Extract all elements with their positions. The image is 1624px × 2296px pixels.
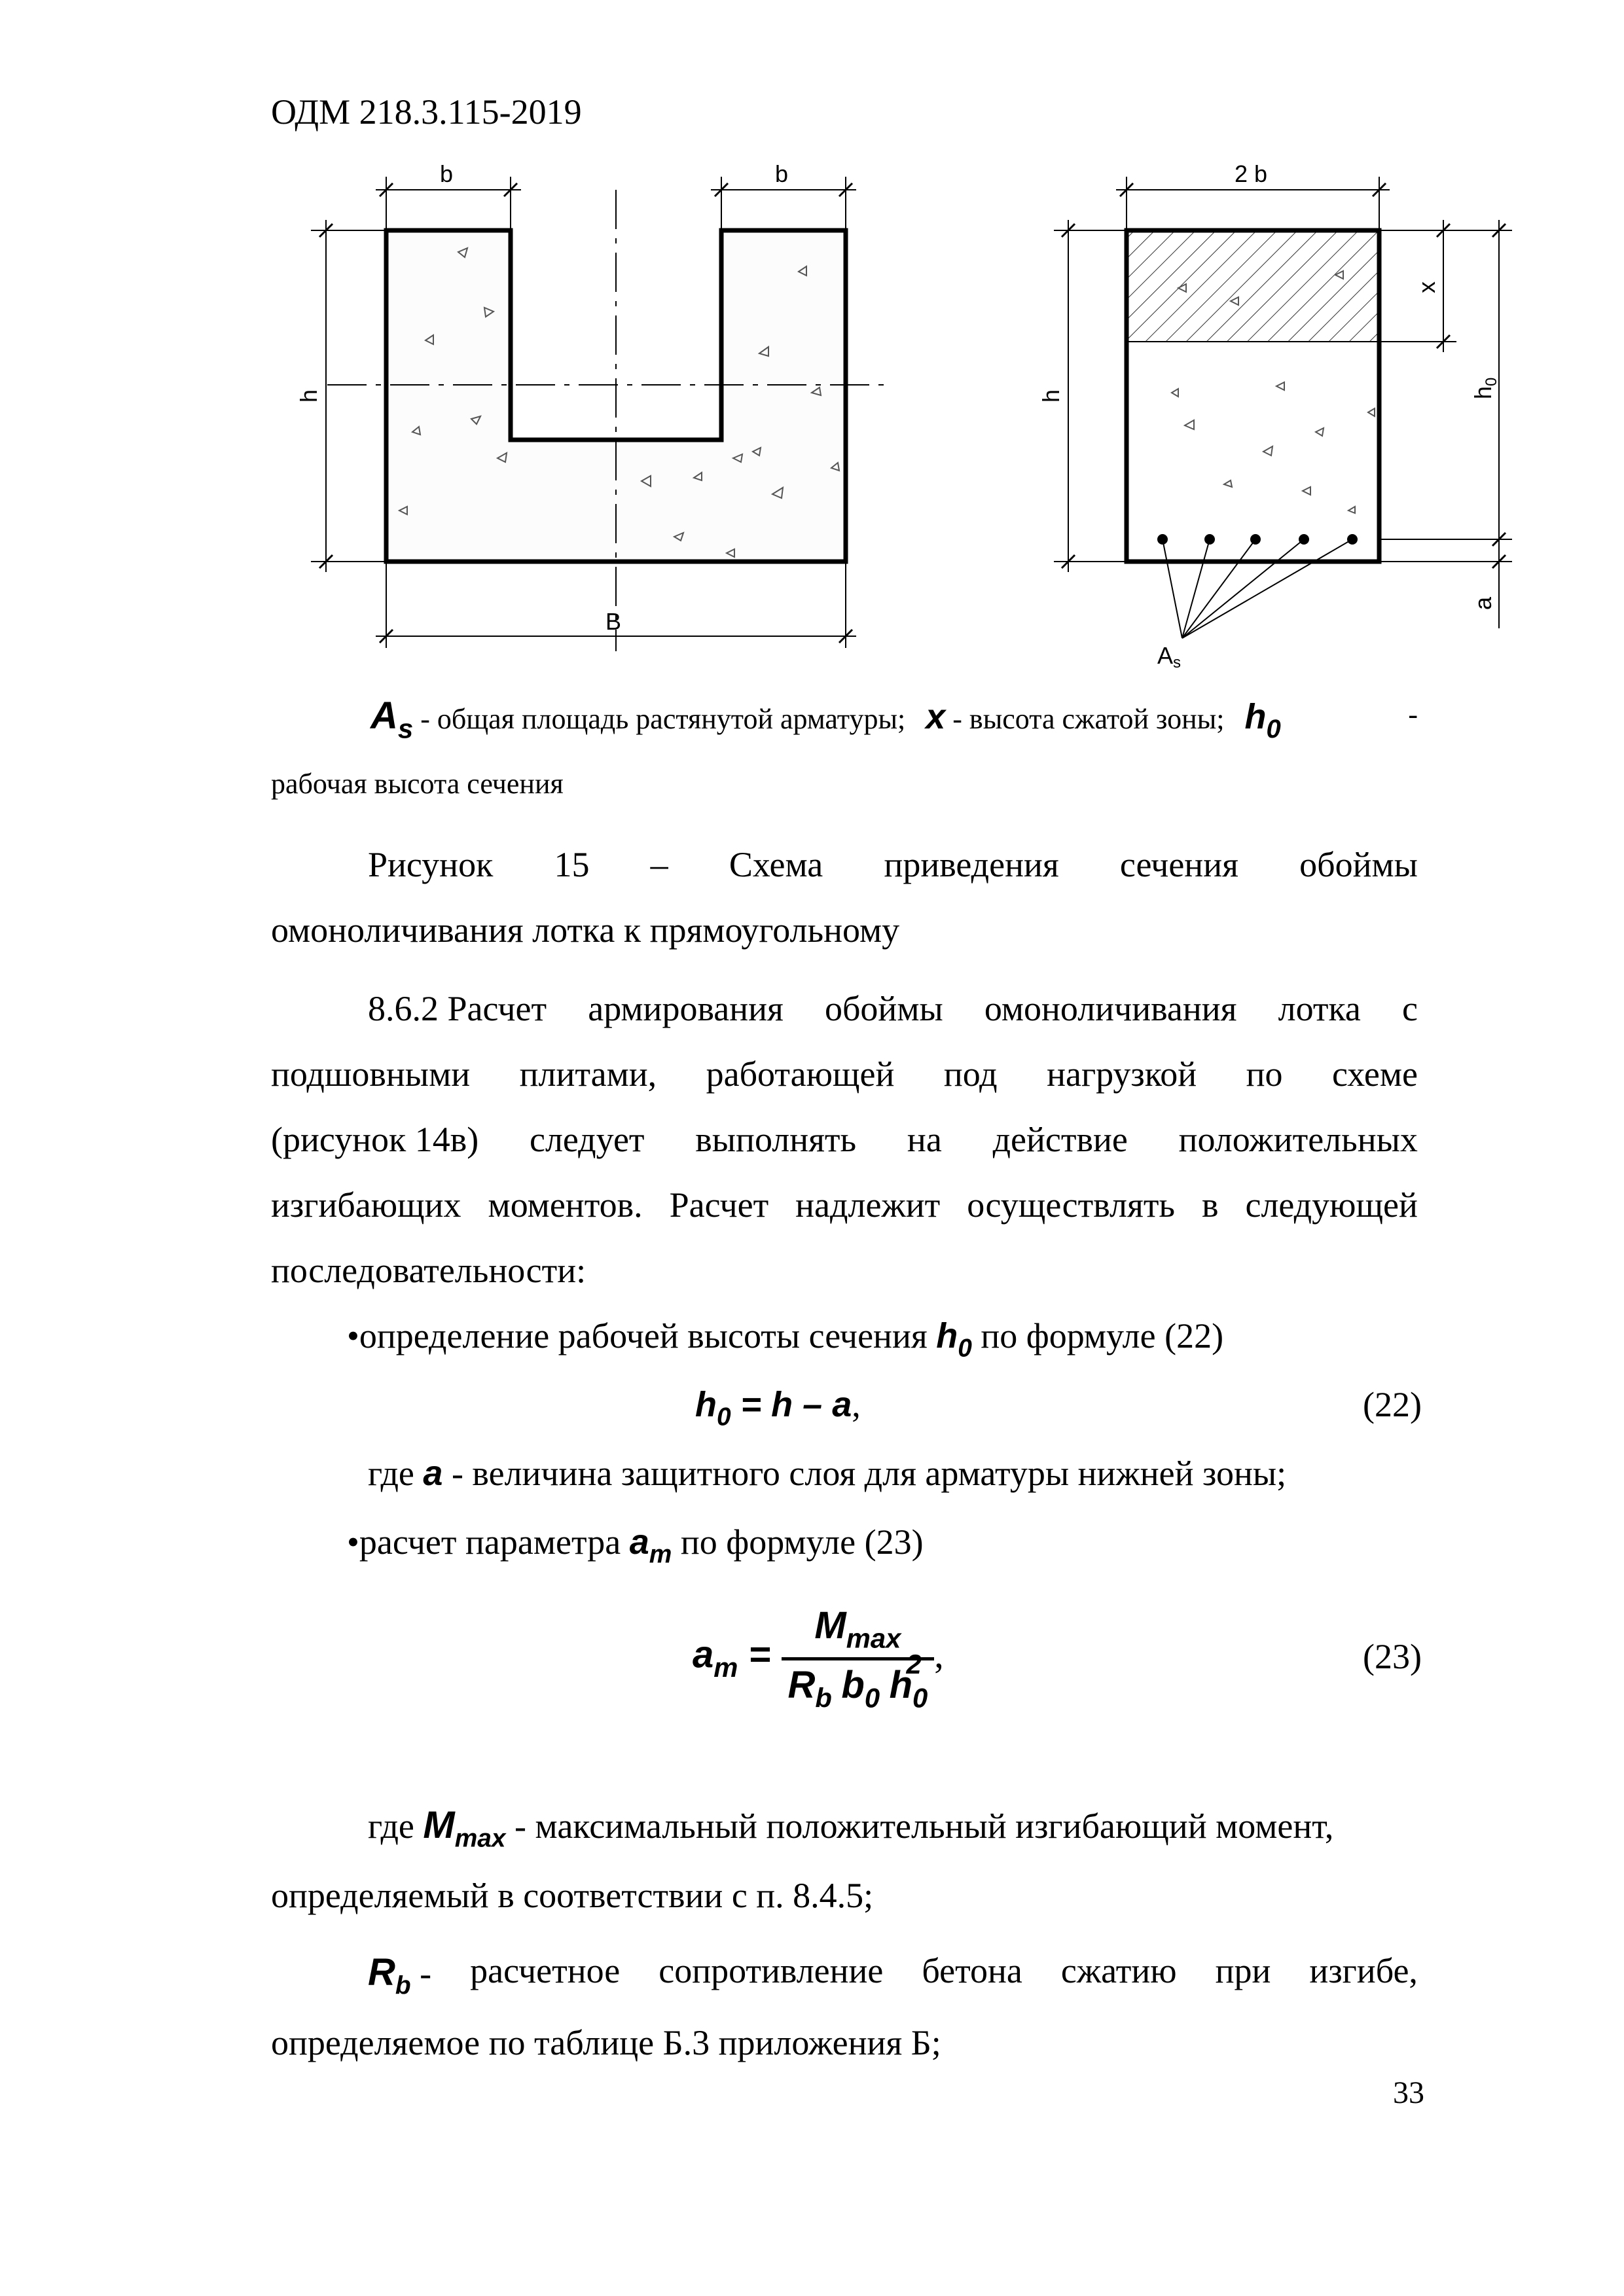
legend-h0-dash: - (1408, 698, 1418, 730)
where-M-line2: определяемый в соответствии с п. 8.4.5; (271, 1876, 874, 1915)
rebar-leader-lines (1163, 539, 1352, 638)
bullet-mark: • (347, 1522, 359, 1562)
symbol-am: a (629, 1522, 649, 1562)
legend-As-desc: - общая площадь растянутой арматуры; (413, 703, 906, 735)
symbol-h0: h (936, 1316, 958, 1355)
rect-section-drawing (1054, 177, 1512, 638)
dim-label-h-left: h (295, 389, 322, 403)
equation-23-number: (23) (1363, 1637, 1422, 1676)
para-line-4: изгибающих моментов. Расчет надлежит осуществлять в следующей (271, 1185, 1418, 1225)
legend-x-desc: - высота сжатой зоны; (945, 703, 1225, 735)
dim-label-b-left: b (440, 160, 454, 187)
equation-22: $h_0 = h - a$, (695, 1385, 861, 1431)
para-line-5: последовательности: (271, 1251, 586, 1290)
legend-h0-symbol: h (1244, 697, 1267, 736)
figure-caption-line2: омоноличивания лотка к прямоугольному (271, 910, 900, 950)
equation-23-fraction: $M_{max}$ $R_b$ $b_0$ $h_0$ 2 (782, 1604, 935, 1713)
where-R-line2: определяемое по таблице Б.3 приложения Б; (271, 2023, 941, 2062)
caption-word: Рисунок (368, 845, 494, 884)
equation-22-number: (22) (1363, 1385, 1422, 1424)
u-section-drawing (311, 177, 890, 651)
legend-As-symbol: A (370, 694, 398, 737)
dim-label-a: a (1470, 596, 1496, 610)
bullet-mark: • (347, 1316, 359, 1355)
caption-word: Схема (729, 845, 823, 884)
rebar-4 (1299, 534, 1309, 545)
dim-label-b-right: b (775, 160, 789, 187)
dim-label-x: x (1413, 281, 1440, 293)
legend-h0-sub: 0 (1266, 715, 1281, 744)
rebar-2 (1204, 534, 1215, 545)
caption-word: – (650, 845, 668, 884)
compressed-zone-hatch (1127, 230, 1379, 342)
equation-23: $a_m$ = $M_{max}$ $R_b$ $b_0$ $h_0$ 2 , (693, 1604, 944, 1713)
caption-word: 15 (554, 845, 590, 884)
where-a: где a - величина защитного слоя для арматуры нижней зоны; (368, 1454, 1287, 1493)
legend-x-symbol: x (926, 697, 946, 736)
rebar-1 (1157, 534, 1168, 545)
para-line-2: подшовными плитами, работающей под нагрузкой по схеме (271, 1054, 1418, 1094)
dim-label-h0-sub: 0 (1483, 377, 1500, 386)
figure-caption-line1 (368, 844, 1418, 885)
page-number: 33 (1393, 2075, 1424, 2110)
dim-label-B: B (605, 608, 622, 635)
figure-15 (0, 0, 1624, 687)
rebar-3 (1250, 534, 1261, 545)
dim-label-h-right: h (1038, 389, 1064, 403)
dim-label-h0: h (1470, 386, 1496, 399)
dim-label-2b: 2 b (1235, 160, 1268, 187)
figure-legend-line1 (271, 694, 1418, 745)
para-line-3: (рисунок 14в) следует выполнять на действие положительных (271, 1120, 1418, 1159)
figure-legend-line2: рабочая высота сечения (271, 768, 564, 800)
caption-word: приведения (884, 845, 1059, 884)
label-As: A (1157, 642, 1174, 669)
rebar-5 (1347, 534, 1358, 545)
document-header: ОДМ 218.3.115-2019 (271, 92, 582, 132)
where-M-line1: где $M_{max}$ - максимальный положительный изгибающий момент, (368, 1804, 1334, 1853)
label-As-sub: s (1173, 654, 1181, 672)
bullet-item-h0: •определение рабочей высоты сечения $h_0$ по формуле (22) (347, 1316, 1224, 1363)
rebar-dots (1157, 534, 1358, 545)
legend-As-sub: s (397, 713, 414, 744)
where-R-line1: $R_b$ - расчетное сопротивление бетона сжатию при изгибе, (368, 1951, 1418, 2000)
para-line-1: 8.6.2 Расчет армирования обоймы омоноличивания лотка с (368, 989, 1418, 1028)
bullet-item-am: •расчет параметра $a_m$ по формуле (23) (347, 1522, 924, 1569)
caption-word: обоймы (1299, 845, 1418, 884)
dim-label-h0-group (1470, 378, 1500, 399)
caption-word: сечения (1119, 845, 1238, 884)
